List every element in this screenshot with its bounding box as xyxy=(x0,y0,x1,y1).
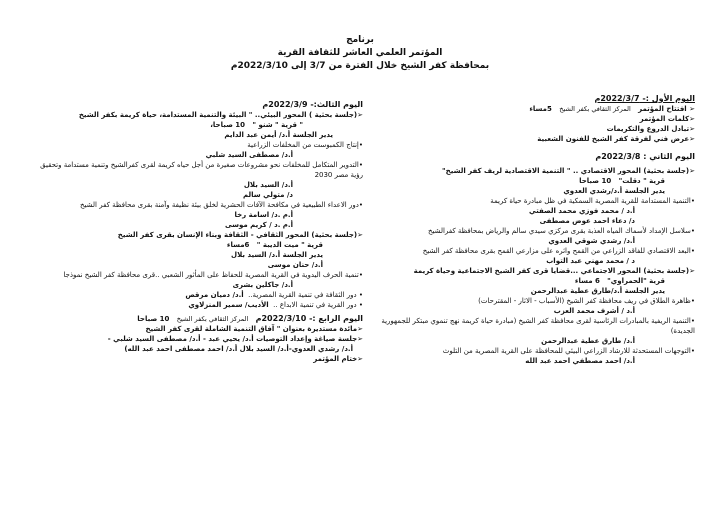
day1-item: ➢ تبادل الدروع والتكريمات xyxy=(375,124,695,134)
paper: • البعد الاقتصادي للفاقد الزراعي من القمح واثره على مزارعي القمح بقرى محافظة كفر الشيخ xyxy=(375,246,695,256)
session3-place: " قرية " شنو " 10 صباحا، xyxy=(210,121,303,129)
session4-place: قرية " ميت الديبة " 6مساء xyxy=(226,241,323,249)
author: د / محمد مهني عبد التواب xyxy=(546,257,635,265)
right-column xyxy=(375,94,695,366)
day1-item: ➢ عرض فني لفرقة كفر الشيخ للفنون الشعبية xyxy=(375,134,695,144)
day4-item: ➢ جلسة صياغة وإعداد التوصيات أ.د/ يحيي عبد - أ.د/ مصطفى السيد شلبي - xyxy=(28,334,363,344)
paper: • دور الاعداء الطبيعية في مكافحة الآفات الحشرية لخلق بيئة نظيفة وآمنة بقرى محافظة كفر الشيخ xyxy=(28,200,363,210)
paper: • ظاهرة الطلاق في ريف محافظة كفر الشيخ (الأسباب - الاثار - المقترحات) xyxy=(375,296,695,306)
day4-item-cont: أ.د/ رشدي العدوي-أ.د/ السيد بلال أ.د/ احمد مصطفى احمد عبد الله) xyxy=(124,345,353,353)
author: د/ متولي سالم xyxy=(243,191,293,199)
author: أ.د / محمد فوزي محمد الصفتي xyxy=(529,207,635,215)
session2-title: ➢ (جلسة بحثية) المحور الاجتماعي ...قضايا قرى كفر الشيخ الاجتماعية وحياة كريمة xyxy=(375,266,695,276)
day4-item: ➢ ختام المؤتمر xyxy=(28,354,363,364)
session1-place: قرية " دقلت" 10 صباحا xyxy=(579,177,665,185)
session2-chair: يدير الجلسة أ.د/طارق عطية عبدالرحمن xyxy=(530,287,665,295)
author: أ.د/ السيد بلال xyxy=(243,181,293,189)
author: أ.د/ احمد مصطفي احمد عبد الله xyxy=(525,357,635,365)
day4-heading: اليوم الرابع :- 2022/3/10م المركز الثقافي بكفر الشيخ 10 صباحا xyxy=(137,314,363,323)
day2-heading: اليوم الثاني : 2022/3/8م xyxy=(595,152,695,161)
conference-title: المؤتمر العلمي العاشر للثقافة القرية xyxy=(277,48,443,58)
day1-item: ➢ افتتاح المؤتمر المركز الثقافي بكفر الشيخ 5مساء xyxy=(375,104,695,114)
author: أ.د/ جاكلين بشرى xyxy=(232,281,293,289)
paper: • إنتاج الكمبوست من المخلفات الزراعية xyxy=(28,140,363,150)
paper: • سلاسل الإمداد لأسماك المياه العذبة بقرى مركزي سيدي سالم والرياض بمحافظة كفرالشيخ xyxy=(375,226,695,236)
paper: • التدوير المتكامل للمخلفات نحو مشروعات صغيرة من أجل حياه كريمة لقرى كفرالشيخ وتنمية مستدامة وتحقيق رؤية مصر 2030 xyxy=(28,160,363,180)
author: أ.د/ طارق عطية عبدالرحمن xyxy=(541,337,635,345)
paper: • دور الثقافة في تنمية القرية المصرية.. أ.د/ دميان مرقص xyxy=(28,290,363,300)
session3-title: ➢ (جلسة بحثية ) المحور البيئي.. " البيئة والتنمية المستدامة، حياة كريمة بكفر الشيخ xyxy=(28,110,363,120)
session4-chair2: أ.د/ حنان موسى xyxy=(267,261,323,269)
session2-place: قرية "الحمراوي" 6 مساء xyxy=(574,277,665,285)
session1-title: ➢ (جلسة بحثية) المحور الاقتصادي .. " التنمية الاقتصادية لريف كفر الشيخ" xyxy=(375,166,695,176)
author: أ.د/ رشدي شوقي العدوي xyxy=(548,237,635,245)
author: د/ دعاء احمد عوض مصطفى xyxy=(539,217,635,225)
paper: • دور القرية في تنمية الابداع .. الأديب/ سمير المنزلاوي xyxy=(28,300,363,310)
paper: • تنمية الحرف اليدوية في القرية المصرية للحفاظ على المأثور الشعبي ..قرى محافظة كفر الشيخ نموذجا xyxy=(28,270,363,280)
day4-item: ➢ مائدة مستديرة بعنوان " آفاق التنمية الشاملة لقرى كفر الشيخ xyxy=(28,324,363,334)
session4-chair: يدير الجلسة أ.د/ السيد بلال xyxy=(231,251,323,259)
day1-heading: اليوم الأول :- 2022/3/7م xyxy=(594,94,695,103)
program-title: برنامج xyxy=(346,35,374,45)
conference-dates: بمحافظة كفر الشيخ خلال الفترة من 3/7 إلى 2022/3/10م xyxy=(230,61,490,71)
author: أ.د / أشرف محمد العزب xyxy=(553,307,635,315)
author: أ.م .د / كريم موسى xyxy=(225,221,293,229)
session3-chair: يدير الجلسة أ.د/ أيمن عبد الدايم xyxy=(224,131,333,139)
day1-item: ➢ كلمات المؤتمر xyxy=(375,114,695,124)
author: أ.د/ مصطفى السيد شلبي xyxy=(205,151,293,159)
left-column xyxy=(28,100,363,364)
day3-heading: اليوم الثالث:- 2022/3/9م xyxy=(262,100,363,109)
author: أ.م .د/ اسامة رخا xyxy=(234,211,293,219)
paper: • التنمية المستدامة للقرية المصرية السمكية في ظل مبادرة حياة كريمة xyxy=(375,196,695,206)
paper: • التنمية الريفية بالمبادرات الرئاسية لقرى محافظة كفر الشيخ (مبادرة حياة كريمة نهج تنموي مبتكر للجمهورية الجديدة) xyxy=(375,316,695,336)
session1-chair: يدير الجلسة أ.د/رشدي العدوي xyxy=(563,187,665,195)
session4-title: ➢ (جلسة بحثية) المحور الثقافي - الثقافة وبناء الإنسان بقرى كفر الشيخ xyxy=(28,230,363,240)
paper: • التوجهات المستحدثة للارشاد الزراعي البيئي للمحافظة على القرية المصرية من التلوث xyxy=(375,346,695,356)
